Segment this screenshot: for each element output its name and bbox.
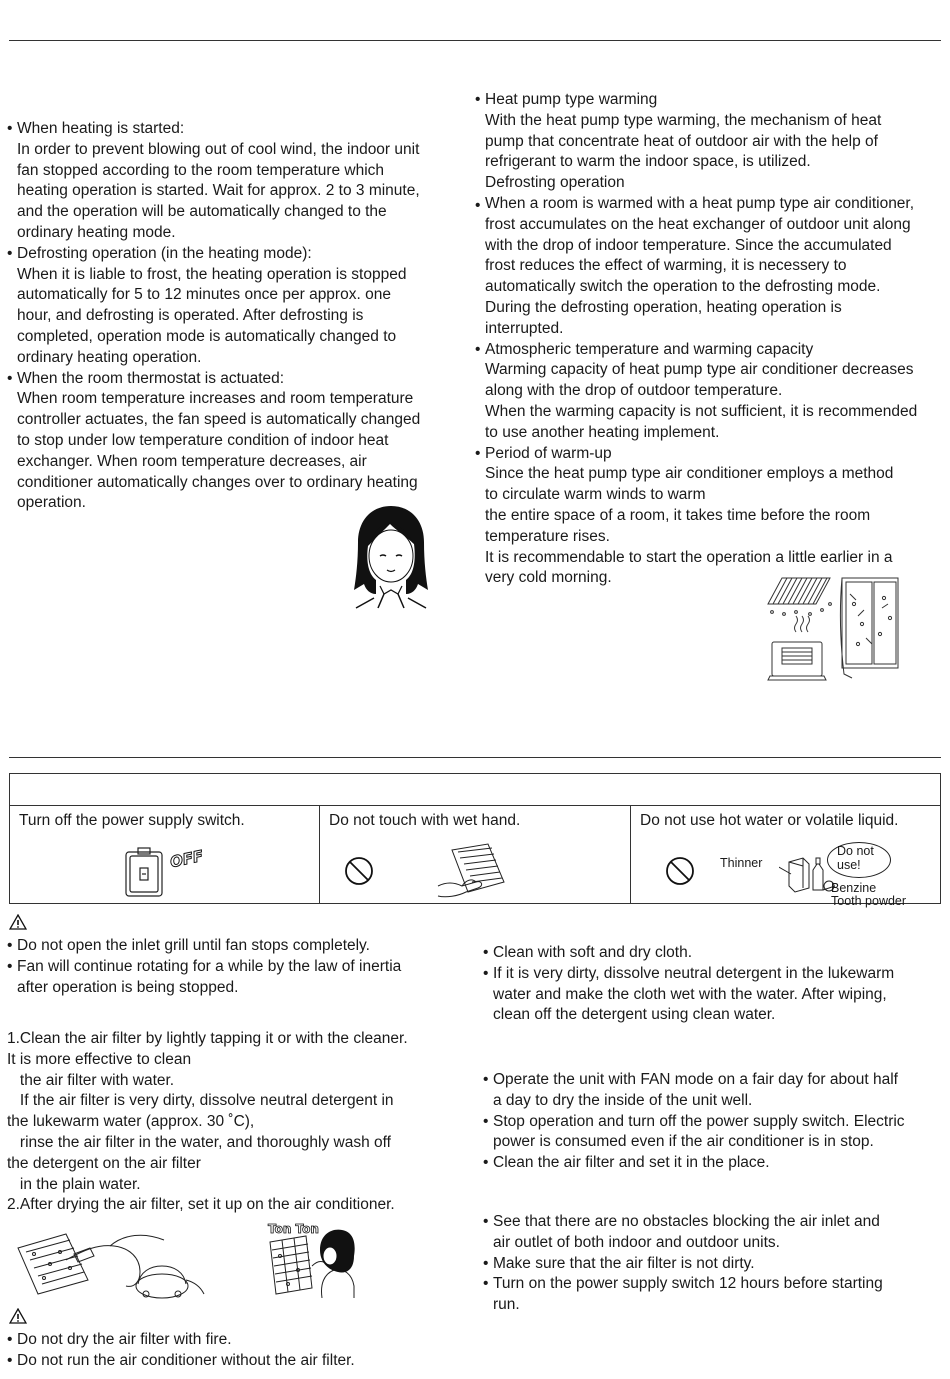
warmup-line: the entire space of a room, it takes time before the room — [485, 506, 871, 524]
cleaning-item — [483, 964, 941, 985]
atmos-line: along with the drop of outdoor temperature. — [485, 382, 783, 400]
bullet-dot: • — [483, 1275, 489, 1293]
warmup-line: temperature rises. — [485, 527, 610, 545]
filter-cleaning-steps — [7, 1029, 457, 1216]
atmos-title: Atmospheric temperature and warming capacity — [485, 340, 814, 358]
cleaning-item-cont: water and make the cloth wet with the water. After wiping, — [493, 985, 887, 1003]
off-label: OFF — [168, 846, 205, 872]
cleaning-item-cont: clean off the detergent using clean water. — [493, 1006, 776, 1024]
warning-icon — [9, 1308, 27, 1324]
season-start-item — [483, 1254, 941, 1275]
warmup-title: Period of warm-up — [485, 444, 612, 462]
girl-illustration — [350, 500, 432, 610]
bullet-text: If it is very dirty, dissolve neutral detergent in the lukewarm — [493, 964, 895, 982]
defrost-line: frost reduces the effect of warming, it is necessery to — [485, 257, 847, 275]
bullet-text: Stop operation and turn off the power supply switch. Electric — [493, 1112, 905, 1130]
filter-step-line: If the air filter is very dirty, dissolve neutral detergent in — [7, 1092, 394, 1110]
do-not-text: Do not — [837, 844, 874, 858]
heating-topic-line: fan stopped according to the room temperature which — [17, 161, 385, 179]
grill-warning — [7, 936, 457, 957]
season-start-item — [483, 1274, 941, 1295]
bullet-text: See that there are no obstacles blocking the air inlet and — [493, 1213, 880, 1230]
prohibited-icon — [665, 856, 695, 886]
bullet-text: Clean with soft and dry cloth. — [493, 944, 693, 961]
prohibited-icon — [344, 856, 374, 886]
season-end-item — [483, 1070, 941, 1091]
caution-cell-power — [10, 806, 320, 904]
top-rule — [9, 40, 941, 41]
defrost-line: During the defrosting operation, heating operation is — [485, 298, 842, 316]
season-end-item — [483, 1112, 941, 1133]
bullet-text: Make sure that the air filter is not dirty. — [493, 1254, 755, 1272]
defrost-line: frost accumulates on the heat exchanger of outdoor unit along — [485, 215, 911, 233]
heating-topic-line: exchanger. When room temperature decreases, air — [17, 452, 367, 470]
bullet-dot: • — [483, 1112, 489, 1130]
bullet-text: Clean the air filter and set it in the place. — [493, 1154, 770, 1172]
vacuum-filter-illustration — [14, 1224, 214, 1300]
ton-ton-label: Ton Ton — [268, 1222, 319, 1236]
warmup-line: It is recommendable to start the operation a little earlier in a — [485, 548, 893, 566]
bullet-text: When heating is started: — [17, 120, 185, 137]
heating-topic-line: to stop under low temperature condition of indoor heat — [17, 431, 389, 449]
warmup-line: to circulate warm winds to warm — [485, 486, 706, 504]
bullet-text: Do not dry the air filter with fire. — [17, 1331, 232, 1348]
heating-topic-line: In order to prevent blowing out of cool wind, the indoor unit — [17, 140, 420, 158]
defrost-line: with the drop of indoor temperature. Since the accumulated — [485, 236, 892, 254]
defrost-line: automatically switch the operation to the defrosting mode. — [485, 278, 881, 296]
tooth-powder-label: Tooth powder — [831, 894, 907, 908]
cleaning-item — [483, 943, 941, 964]
season-start-item-cont: air outlet of both indoor and outdoor units. — [493, 1233, 780, 1251]
filter-step-line: 2.After drying the air filter, set it up on the air conditioner. — [7, 1196, 395, 1214]
bullet-dot: • — [483, 1071, 489, 1088]
filter-warning — [7, 1351, 457, 1372]
bullet-dot: • — [483, 1213, 489, 1230]
heating-topic-line: When it is liable to frost, the heating operation is stopped — [17, 265, 407, 283]
filter-step-line: the air filter with water. — [7, 1071, 175, 1089]
warn-continuation: after operation is being stopped. — [17, 978, 239, 996]
defrost-line: When a room is warmed with a heat pump type air conditioner, — [485, 194, 915, 212]
warning-icon — [9, 914, 27, 930]
heating-topic-line: ordinary heating operation. — [17, 348, 202, 366]
use-text: use! — [837, 858, 861, 872]
bullet-text: When the room thermostat is actuated: — [17, 369, 285, 387]
atmos-line: Warming capacity of heat pump type air conditioner decreases — [485, 361, 914, 379]
heat-pump-notes-right: • Heat pump type warming With the heat pump type warming, the mechanism of heat pump that concentrate heat of outdoor air with the help of refrigerant to warm the indoor space, is utilized. Defrosting operation • When a room is warmed with a heat pump type air conditioner, frost accumulates on the heat exchanger of outdoor unit along with the drop of indoor temperature. Since the accumulated frost reduces the effect of warming, it is necessery to automatically switch the operation to the defrosting mode. During the defrosting operation, heating operation is interrupted. • Atmospheric temperature and warming capacity Warming capacity of heat pump type air conditioner decreases along with the drop of outdoor temperature. When the warming capacity is not sufficient, it is recommended to use another heating implement. • Period of warm-up Since the heat pump type air conditioner employs a method to circulate warm winds to warm the entire space of a room, it takes time before the room temperature rises. It is recommendable to start the operation a little earlier in a very cold morning. — [475, 90, 941, 589]
bullet-text: Defrosting operation (in the heating mode): — [17, 244, 312, 262]
bullet-text: Do not open the inlet grill until fan stops completely. — [17, 937, 370, 954]
hp-line: pump that concentrate heat of outdoor air with the help of — [485, 132, 878, 150]
hp-title: Heat pump type warming — [485, 91, 658, 108]
heating-notes-left — [7, 119, 454, 514]
caution-cell-power-text: Turn off the power supply switch. — [19, 812, 245, 829]
bullet-dot: • — [7, 1351, 13, 1369]
heating-topic-title — [7, 244, 454, 265]
caution-cell-wet-hand — [320, 806, 631, 904]
season-start-item-cont: run. — [493, 1296, 520, 1314]
warmup-line: Since the heat pump type air conditioner employs a method — [485, 465, 894, 483]
heating-topic-line: and the operation will be automatically changed to the — [17, 203, 387, 221]
bullet-dot: • — [7, 1331, 13, 1348]
bullet-dot: • — [7, 369, 13, 387]
bullet-dot: • — [7, 244, 13, 262]
bullet-text: Do not run the air conditioner without the air filter. — [17, 1351, 355, 1369]
cabinet-cleaning — [483, 943, 941, 1026]
bullet-dot: • — [483, 964, 489, 982]
heating-topic-line: hour, and defrosting is operated. After defrosting is — [17, 307, 364, 325]
filter-warning — [7, 1330, 457, 1351]
filter-step-line: the lukewarm water (approx. 30 ˚C), — [7, 1113, 255, 1131]
bullet-dot: • — [483, 944, 489, 961]
bullet-dot: • — [7, 957, 13, 975]
heating-topic-line: heating operation is started. Wait for approx. 2 to 3 minute, — [17, 182, 420, 200]
warmup-line: very cold morning. — [485, 569, 612, 587]
filter-warnings — [7, 1330, 457, 1372]
season-start-item — [483, 1212, 941, 1233]
heating-topic-title — [7, 369, 454, 390]
caution-table-header — [10, 774, 940, 806]
heating-topic-line: When room temperature increases and room temperature — [17, 390, 414, 408]
middle-rule — [9, 757, 941, 758]
bullet-text: Turn on the power supply switch 12 hours before starting — [493, 1275, 883, 1293]
caution-cell-hot-water — [631, 806, 941, 908]
filter-step-line: It is more effective to clean — [7, 1050, 192, 1068]
power-switch-illustration — [122, 844, 222, 900]
heating-topic-line: conditioner automatically changes over to ordinary heating — [17, 473, 418, 491]
filter-step-line: rinse the air filter in the water, and thoroughly wash off — [7, 1133, 391, 1151]
tapping-filter-illustration — [258, 1222, 358, 1298]
bullet-text: Fan will continue rotating for a while by the law of inertia — [17, 957, 402, 975]
bullet-dot: • — [7, 937, 13, 954]
heating-topic-title — [7, 119, 454, 140]
bullet-text: Operate the unit with FAN mode on a fair day for about half — [493, 1071, 898, 1088]
heating-topic-line: controller actuates, the fan speed is automatically changed — [17, 411, 421, 429]
grill-warning — [7, 957, 457, 978]
heating-topic-line: ordinary heating mode. — [17, 223, 176, 241]
season-end-care — [483, 1070, 941, 1174]
atmos-line: to use another heating implement. — [485, 423, 720, 441]
caution-cell-hot-water-text: Do not use hot water or volatile liquid. — [640, 812, 899, 829]
caution-cell-wet-hand-text: Do not touch with wet hand. — [329, 812, 521, 829]
season-end-item-cont: power is consumed even if the air conditioner is in stop. — [493, 1133, 874, 1151]
season-end-item-cont: a day to dry the inside of the unit well. — [493, 1091, 753, 1109]
filter-step-line: in the plain water. — [7, 1175, 141, 1193]
bullet-dot: • — [483, 1254, 489, 1272]
season-end-item — [483, 1153, 941, 1174]
bullet-dot: • — [483, 1154, 489, 1172]
defrost-line: interrupted. — [485, 319, 564, 337]
benzine-label: Benzine — [831, 881, 877, 895]
heating-topic-line: automatically for 5 to 12 minutes once per approx. one — [17, 286, 391, 304]
wet-hand-illustration — [436, 842, 508, 900]
heating-topic-line: operation. — [17, 494, 86, 512]
heating-topic-line: completed, operation mode is automatically changed to — [17, 327, 397, 345]
defrost-title: Defrosting operation — [485, 174, 625, 192]
filter-step-line: the detergent on the air filter — [7, 1154, 201, 1172]
heater-window-illustration — [762, 574, 902, 682]
hp-line: With the heat pump type warming, the mechanism of heat — [485, 111, 882, 129]
thinner-label: Thinner — [720, 856, 763, 870]
inlet-grill-warnings — [7, 936, 457, 998]
hp-line: refrigerant to warm the indoor space, is utilized. — [485, 153, 811, 171]
season-start-check — [483, 1212, 941, 1316]
filter-step-line: 1.Clean the air filter by lightly tapping it or with the cleaner. — [7, 1030, 408, 1047]
bullet-dot: • — [7, 120, 13, 137]
caution-table — [9, 773, 941, 908]
atmos-line: When the warming capacity is not sufficient, it is recommended — [485, 402, 918, 420]
